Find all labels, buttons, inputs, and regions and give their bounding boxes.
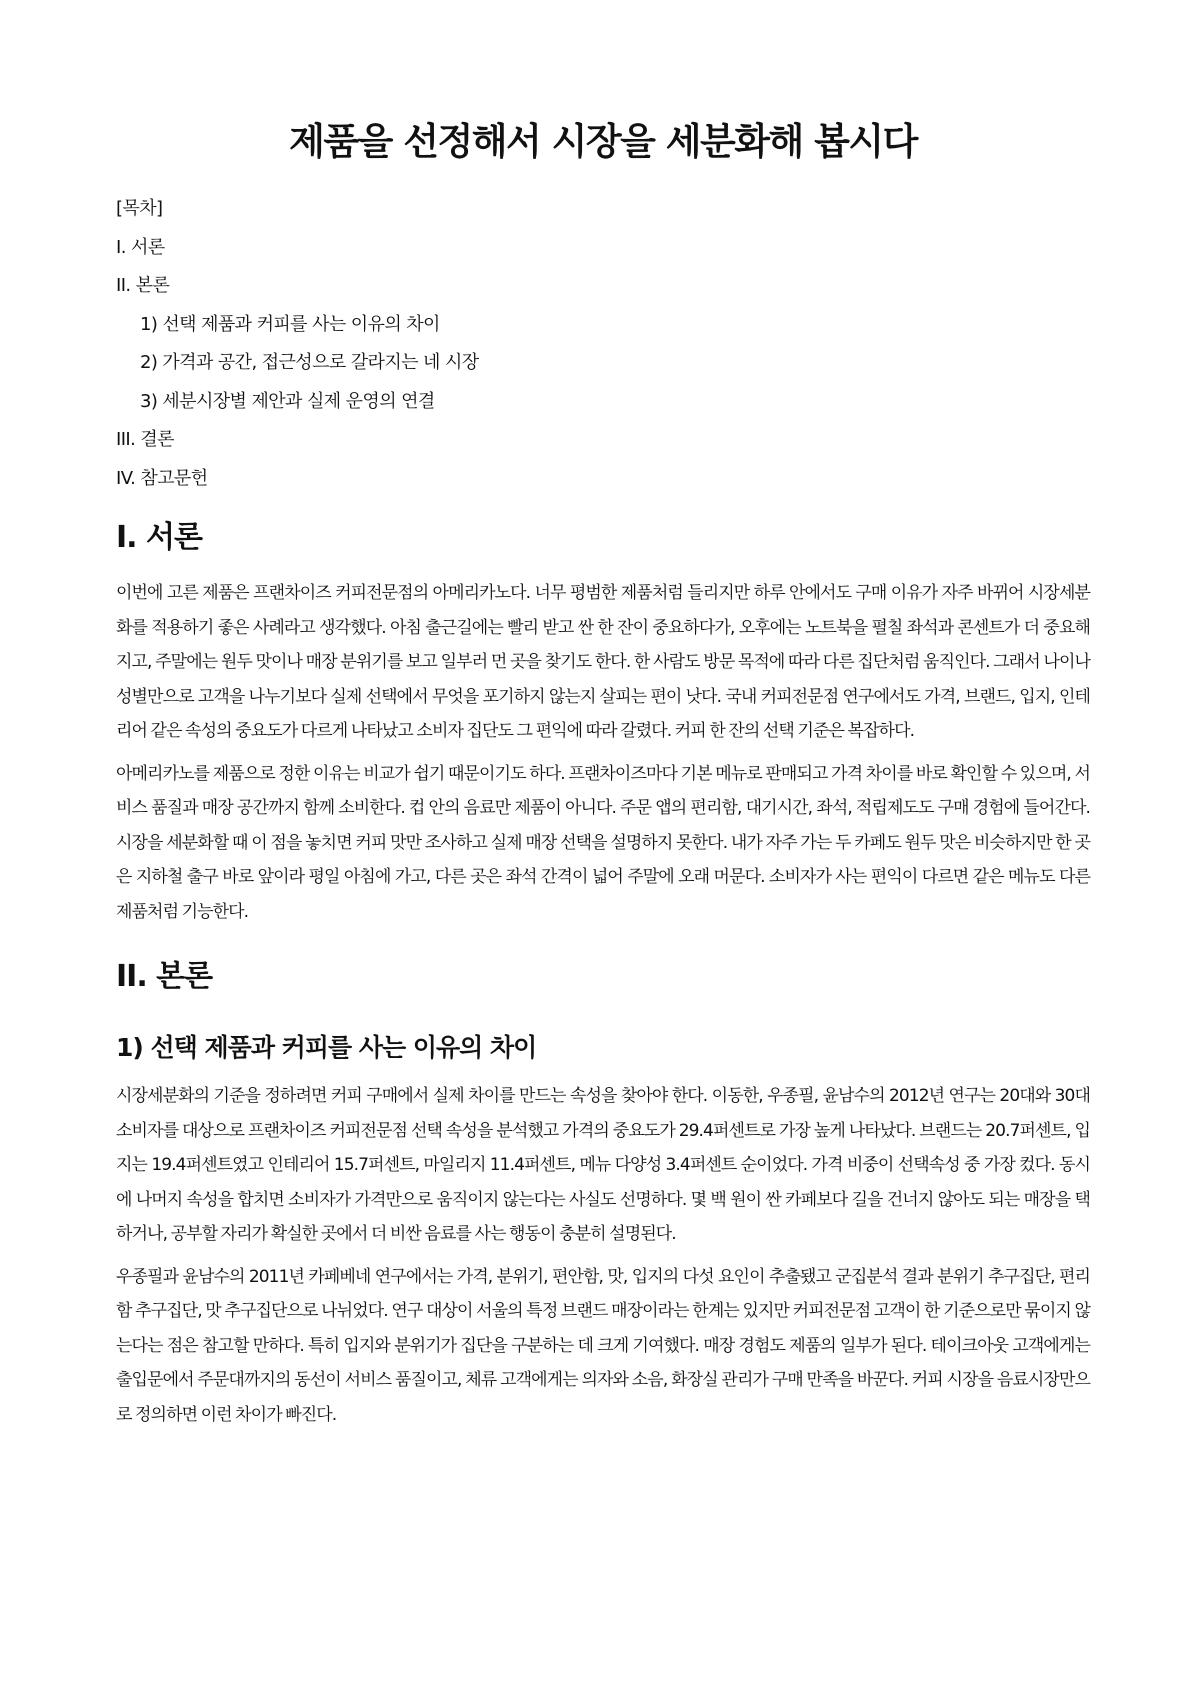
- intro-paragraph-1: 이번에 고른 제품은 프랜차이즈 커피전문점의 아메리카노다. 너무 평범한 제품처럼 들리지만 하루 안에서도 구매 이유가 자주 바뀌어 시장세분화를 적용하기 좋은 사례라고 생각했다. 아침 출근길에는 빨리 받고 싼 한 잔이 중요하다가, 오후에는 노트북을 펼칠 좌석과 콘센트가 더 중요해지고, 주말에는 원두 맛이나 매장 분위기를 보고 일부러 먼 곳을 찾기도 한다. 한 사람도 방문 목적에 따라 다른 집단처럼 움직인다. 그래서 나이나 성별만으로 고객을 나누기보다 실제 선택에서 무엇을 포기하지 않는지 살피는 편이 낫다. 국내 커피전문점 연구에서도 가격, 브랜드, 입지, 인테리어 같은 속성의 중요도가 다르게 나타났고 소비자 집단도 그 편익에 따라 갈렸다. 커피 한 잔의 선택 기준은 복잡하다.: [116, 583, 1090, 742]
- toc-subitem-3: 3) 세분시장별 제안과 실제 운영의 연결: [140, 390, 435, 412]
- subsection-1-paragraph-1: 시장세분화의 기준을 정하려면 커피 구매에서 실제 차이를 만드는 속성을 찾아야 한다. 이동한, 우종필, 윤남수의 2012년 연구는 20대와 30대 소비자를 대상으로 프랜차이즈 커피전문점 선택 속성을 분석했고 가격의 중요도가 29.4퍼센트로 가장 높게 나타났다. 브랜드는 20.7퍼센트, 입지는 19.4퍼센트였고 인테리어 15.7퍼센트, 마일리지 11.4퍼센트, 메뉴 다양성 3.4퍼센트 순이었다. 가격 비중이 선택속성 중 가장 컸다. 동시에 나머지 속성을 합치면 소비자가 가격만으로 움직이지 않는다는 사실도 선명하다. 몇 백 원이 싼 카페보다 길을 건너지 않아도 되는 매장을 택하거나, 공부할 자리가 확실한 곳에서 더 비싼 음료를 사는 행동이 충분히 설명된다.: [116, 1086, 1090, 1245]
- section-spacer: [116, 937, 1090, 959]
- subsection-spacer: [116, 1015, 1090, 1033]
- intro-paragraph-2: 아메리카노를 제품으로 정한 이유는 비교가 쉽기 때문이기도 하다. 프랜차이즈마다 기본 메뉴로 판매되고 가격 차이를 바로 확인할 수 있으며, 서비스 품질과 매장 공간까지 함께 소비한다. 컵 안의 음료만 제품이 아니다. 주문 앱의 편리함, 대기시간, 좌석, 적립제도도 구매 경험에 들어간다. 시장을 세분화할 때 이 점을 놓치면 커피 맛만 조사하고 실제 매장 선택을 설명하지 못한다. 내가 자주 가는 두 카페도 원두 맛은 비슷하지만 한 곳은 지하철 출구 바로 앞이라 평일 아침에 가고, 다른 곳은 좌석 간격이 넓어 주말에 오래 머문다. 소비자가 사는 편익이 다르면 같은 메뉴도 다른 제품처럼 기능한다.: [116, 763, 1091, 922]
- section-heading-introduction: I. 서론: [116, 520, 202, 556]
- subsection-heading-1: 1) 선택 제품과 커피를 사는 이유의 차이: [116, 1033, 537, 1063]
- toc-item-introduction: I. 서론: [116, 236, 165, 258]
- toc-item-main-body: II. 본론: [116, 275, 170, 297]
- toc-item-references: IV. 참고문헌: [116, 467, 208, 489]
- toc-subitem-2: 2) 가격과 공간, 접근성으로 갈라지는 네 시장: [140, 352, 479, 374]
- toc-heading: [목차]: [116, 198, 163, 220]
- toc-item-conclusion: III. 결론: [116, 429, 174, 451]
- table-of-contents: [116, 190, 1090, 498]
- subsection-1-paragraph-2: 우종필과 윤남수의 2011년 카페베네 연구에서는 가격, 분위기, 편안함, 맛, 입지의 다섯 요인이 추출됐고 군집분석 결과 분위기 추구집단, 편리함 추구집단, 맛 추구집단으로 나뉘었다. 연구 대상이 서울의 특정 브랜드 매장이라는 한계는 있지만 커피전문점 고객이 한 기준으로만 묶이지 않는다는 점은 참고할 만하다. 특히 입지와 분위기가 집단을 구분하는 데 크게 기여했다. 매장 경험도 제품의 일부가 된다. 테이크아웃 고객에게는 출입문에서 주문대까지의 동선이 서비스 품질이고, 체류 고객에게는 의자와 소음, 화장실 관리가 구매 만족을 바꾼다. 커피 시장을 음료시장만으로 정의하면 이런 차이가 빠진다.: [116, 1266, 1090, 1425]
- toc-subitem-1: 1) 선택 제품과 커피를 사는 이유의 차이: [140, 313, 440, 335]
- document-title: 제품을 선정해서 시장을 세분화해 봅시다: [289, 120, 917, 163]
- section-heading-main-body: II. 본론: [116, 959, 213, 995]
